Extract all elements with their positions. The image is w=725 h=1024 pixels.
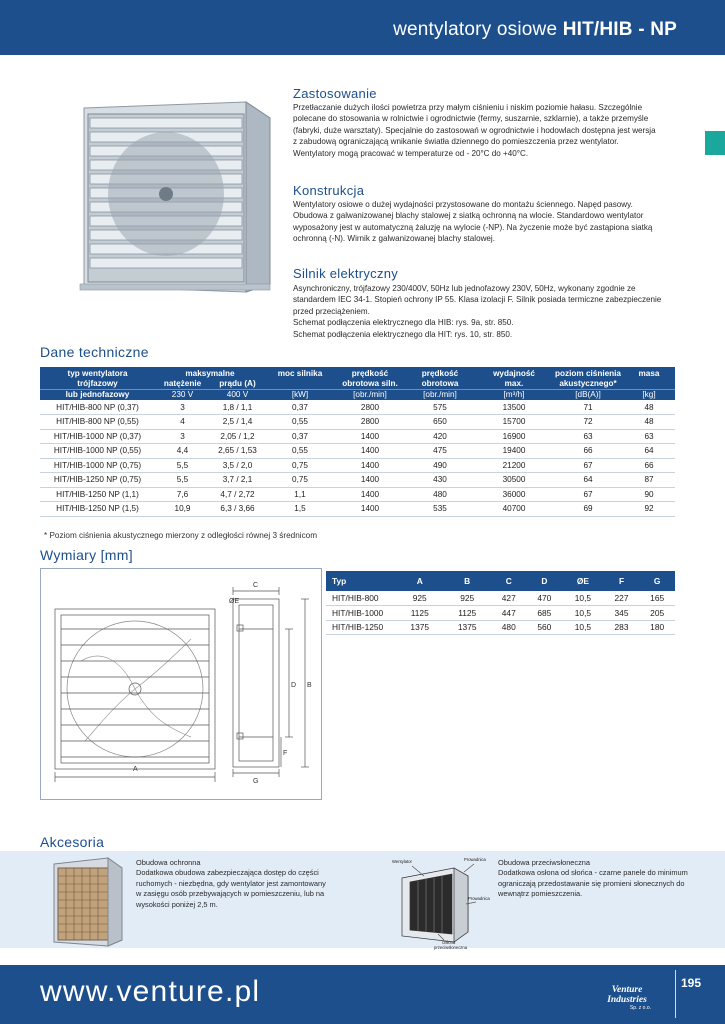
table-cell: 40700: [475, 502, 553, 517]
table-cell: 3: [155, 429, 210, 444]
table-cell: 180: [639, 620, 675, 635]
table-cell: 3,5 / 2,0: [210, 458, 265, 473]
table-cell: 3,7 / 2,1: [210, 473, 265, 488]
sun-cover-text: Obudowa przeciwsłoneczna Dodatkowa osłona od słońca - czarne panele do minimum ograniczają przedostawanie się promieni słonecznych do wewnątrz pomieszczenia.: [498, 858, 688, 899]
table-cell: 2,05 / 1,2: [210, 429, 265, 444]
table-row: [326, 620, 675, 635]
table-cell: 430: [405, 473, 475, 488]
table-row: [40, 415, 675, 430]
dim-label-f: F: [283, 750, 288, 757]
table-cell: 64: [623, 444, 675, 459]
table-cell: 925: [396, 591, 443, 606]
table-cell: 560: [527, 620, 563, 635]
table-cell: 535: [405, 502, 475, 517]
table-cell: 67: [553, 487, 623, 502]
table-cell: 0,37: [265, 429, 335, 444]
table-row: [326, 606, 675, 621]
protective-housing-text: Obudowa ochronna Dodatkowa obudowa zabezpieczająca dostęp do części ruchomych - niezbędna, gdy wentylator jest zamontowany w zasięgu osób przebywających w pomieszczeniu, lub na wysokości poniżej 2,5 m.: [136, 858, 326, 909]
table-cell: 6,3 / 3,66: [210, 502, 265, 517]
silnik-text: Asynchroniczny, trójfazowy 230/400V, 50Hz lub jednofazowy 230V, 50Hz, wykonany zgodnie ze standardem IEC 34-1. Stopień ochrony IP 55. Klasa izolacji F. Silnik posiada termiczne zabezpieczenie przed przeciążeniem. Schemat podłączenia elektrycznego dla HIB: rys. 9a, str. 850. Schemat podłączenia elektrycznego dla HIT: rys. 10, str. 850.: [293, 284, 662, 339]
zastosowanie-title: Zastosowanie: [293, 86, 377, 101]
table-cell: 5,5: [155, 473, 210, 488]
dimension-drawing: [41, 569, 321, 799]
table-cell: HIT/HIB-800 NP (0,55): [40, 415, 155, 430]
table-cell: 0,37: [265, 400, 335, 415]
table-cell: HIT/HIB-1250 NP (1,5): [40, 502, 155, 517]
dim-label-a: A: [133, 766, 138, 773]
table-cell: 67: [553, 458, 623, 473]
table-cell: 480: [491, 620, 527, 635]
page-title: wentylatory osiowe HIT/HIB - NP: [393, 19, 677, 40]
table-cell: 1400: [335, 487, 405, 502]
table-cell: 63: [553, 429, 623, 444]
table-cell: 48: [623, 400, 675, 415]
table-cell: HIT/HIB-1250 NP (0,75): [40, 473, 155, 488]
table-cell: 66: [623, 458, 675, 473]
table-cell: 925: [443, 591, 490, 606]
label-przeciwsloneczna: przeciwsłoneczna: [434, 945, 468, 950]
table-cell: HIT/HIB-1250: [326, 620, 396, 635]
table-cell: 92: [623, 502, 675, 517]
table-cell: 15700: [475, 415, 553, 430]
technical-data-table: typ wentylatora maksymalne moc silnika prędkość prędkość wydajność poziom ciśnienia masa trójfazowy natężenie prądu (A) obrotowa siln. obrotowa max. akustycznego* lub jednofazowy 230 V 400 V [kW] [obr./min] [obr./min] [m³/h] [dB(A)] [kg] HIT/HIB-800 NP (0,37) 3 1,8 / 1,1 0,37 2800 575 13500 71 48 HIT/HIB-800 NP (0,55) 4 2,5 / 1,4 0,55 2800 650 15700 72 48 HIT/HIB-1000 NP (0,37) 3 2,05 / 1,2 0,37 1400 420 16900 63 63 HIT/HIB-1000 NP (0,55) 4,4 2,65 / 1,53 0,55 1400 475 19400 66 64 HIT/HIB-1000 NP (0,75) 5,5 3,5 / 2,0 0,75 1400 490 21200 67 66 HIT/HIB-1250 NP (0,75) 5,5 3,7 / 2,1 0,75 1400 430 30500 64 87 HIT/HIB-1250 NP (1,1) 7,6 4,7 / 2,72 1,1 1400 480 36000 67 90 HIT/HIB-1250 NP (1,5) 10,9 6,3 / 3,66 1,5 1400 535 40700 69 92: [40, 367, 675, 517]
dim-label-d: D: [291, 682, 297, 689]
table-cell: 1125: [396, 606, 443, 621]
table-cell: 48: [623, 415, 675, 430]
dim-label-c: C: [253, 582, 259, 589]
table-cell: 0,55: [265, 444, 335, 459]
table-cell: 1,5: [265, 502, 335, 517]
table-cell: 72: [553, 415, 623, 430]
table-cell: 1,8 / 1,1: [210, 400, 265, 415]
table-cell: 1400: [335, 444, 405, 459]
table-cell: 227: [604, 591, 640, 606]
label-oslona: Osłona: [442, 940, 456, 945]
table-cell: 205: [639, 606, 675, 621]
label-prowadnica-top: Prowadnica: [464, 857, 486, 862]
table-cell: 1125: [443, 606, 490, 621]
table-row: [40, 487, 675, 502]
table-cell: 2800: [335, 400, 405, 415]
page-number-divider: [675, 970, 676, 1018]
table-cell: HIT/HIB-800: [326, 591, 396, 606]
table-cell: 490: [405, 458, 475, 473]
page-header: [0, 0, 725, 55]
table-cell: 10,9: [155, 502, 210, 517]
table-cell: 0,75: [265, 458, 335, 473]
table-cell: 165: [639, 591, 675, 606]
acoustic-footnote: * Poziom ciśnienia akustycznego mierzony z odległości równej 3 średnicom: [44, 531, 318, 540]
wymiary-title: Wymiary [mm]: [40, 547, 133, 563]
table-cell: 10,5: [562, 591, 604, 606]
table-cell: 30500: [475, 473, 553, 488]
label-prowadnica-side: Prowadnica: [468, 896, 490, 901]
table-cell: 480: [405, 487, 475, 502]
table-cell: 1,1: [265, 487, 335, 502]
table-cell: 16900: [475, 429, 553, 444]
table-cell: 470: [527, 591, 563, 606]
table-cell: 1400: [335, 473, 405, 488]
table-cell: 10,5: [562, 606, 604, 621]
table-cell: HIT/HIB-1000 NP (0,37): [40, 429, 155, 444]
table-cell: 283: [604, 620, 640, 635]
table-row: [40, 473, 675, 488]
table-row: [40, 502, 675, 517]
table-cell: 4,7 / 2,72: [210, 487, 265, 502]
table-cell: 2,65 / 1,53: [210, 444, 265, 459]
table-cell: 420: [405, 429, 475, 444]
sun-cover-diagram: [388, 854, 498, 950]
table-cell: 21200: [475, 458, 553, 473]
venture-logo: Venture Industries Sp. z o.o.: [607, 985, 651, 1011]
table-cell: 7,6: [155, 487, 210, 502]
table-cell: 345: [604, 606, 640, 621]
website-url[interactable]: www.venture.pl: [40, 975, 261, 1008]
table-cell: 10,5: [562, 620, 604, 635]
table-cell: 650: [405, 415, 475, 430]
table-cell: 475: [405, 444, 475, 459]
table-cell: 1375: [396, 620, 443, 635]
table-cell: 1400: [335, 429, 405, 444]
table-row: [40, 400, 675, 415]
table-row: [40, 458, 675, 473]
table-cell: 2800: [335, 415, 405, 430]
table-cell: 1400: [335, 502, 405, 517]
dimensions-table: Typ A B C D ØE F G HIT/HIB-800 925 925 427 470 10,5 227 165 HIT/HIB-1000 1125 1125 447 685 10,5 345 205 HIT/HIB-1250 1375 1375 480 560 10,5 283 180: [326, 571, 675, 635]
protective-housing-photo: [48, 856, 124, 948]
table-cell: 0,75: [265, 473, 335, 488]
konstrukcja-title: Konstrukcja: [293, 183, 365, 198]
table-row: [40, 429, 675, 444]
label-wentylator: Wentylator: [392, 859, 412, 864]
table-cell: 5,5: [155, 458, 210, 473]
table-cell: 71: [553, 400, 623, 415]
silnik-title: Silnik elektryczny: [293, 266, 399, 281]
table-cell: 19400: [475, 444, 553, 459]
akcesoria-title: Akcesoria: [40, 834, 105, 850]
table-cell: HIT/HIB-1000 NP (0,55): [40, 444, 155, 459]
table-cell: 427: [491, 591, 527, 606]
table-cell: 575: [405, 400, 475, 415]
page-number: 195: [681, 976, 702, 990]
table-cell: 685: [527, 606, 563, 621]
table-cell: 2,5 / 1,4: [210, 415, 265, 430]
zastosowanie-text: Przetłaczanie dużych ilości powietrza przy małym ciśnieniu i niskim poziomie hałasu. Szczególnie polecane do stosowania w rolnictwie i ogrodnictwie (fermy, suszarnie, szklarnie), a także przemyśle (fabryki, duże warsztaty). Specjalnie do zastosowań w ogrodnictwie i hodowlach dostępna jest wersja z zabudową ograniczającą wnikanie światła dziennego do pomieszczenia przez wentylator. Wentylatory mogą pracować w temperaturze od - 20°C do +40°C.: [293, 103, 656, 158]
konstrukcja-text: Wentylatory osiowe o dużej wydajności przystosowane do montażu ściennego. Napęd pasowy. Obudowa z galwanizowanej blachy stalowej z siatką ochronną na wlocie. Standardowo wentylator wyposażony jest w automatyczną żaluzję na wylocie (-NP). Na życzenie może być zastąpiona siatką ochronną (-N). Wirnik z galwanizowanej blachy stalowej.: [293, 200, 653, 244]
table-row: [326, 591, 675, 606]
table-row: [40, 444, 675, 459]
table-cell: 1400: [335, 458, 405, 473]
table-cell: 36000: [475, 487, 553, 502]
table-cell: HIT/HIB-1000 NP (0,75): [40, 458, 155, 473]
table-cell: 13500: [475, 400, 553, 415]
section-tab-marker: [705, 131, 725, 155]
table-cell: 87: [623, 473, 675, 488]
fan-photo: [76, 98, 272, 296]
table-cell: 1375: [443, 620, 490, 635]
table-cell: 0,55: [265, 415, 335, 430]
table-cell: 69: [553, 502, 623, 517]
table-cell: HIT/HIB-800 NP (0,37): [40, 400, 155, 415]
table-cell: 90: [623, 487, 675, 502]
table-cell: 66: [553, 444, 623, 459]
table-cell: 64: [553, 473, 623, 488]
table-cell: 63: [623, 429, 675, 444]
table-cell: 447: [491, 606, 527, 621]
dim-label-e: ØE: [229, 598, 240, 605]
table-cell: HIT/HIB-1250 NP (1,1): [40, 487, 155, 502]
dim-label-g: G: [253, 778, 259, 785]
table-cell: HIT/HIB-1000: [326, 606, 396, 621]
dane-techniczne-title: Dane techniczne: [40, 344, 149, 360]
table-cell: 4,4: [155, 444, 210, 459]
dimension-drawing-frame: [40, 568, 322, 800]
dim-label-b: B: [307, 682, 312, 689]
table-cell: 3: [155, 400, 210, 415]
table-cell: 4: [155, 415, 210, 430]
